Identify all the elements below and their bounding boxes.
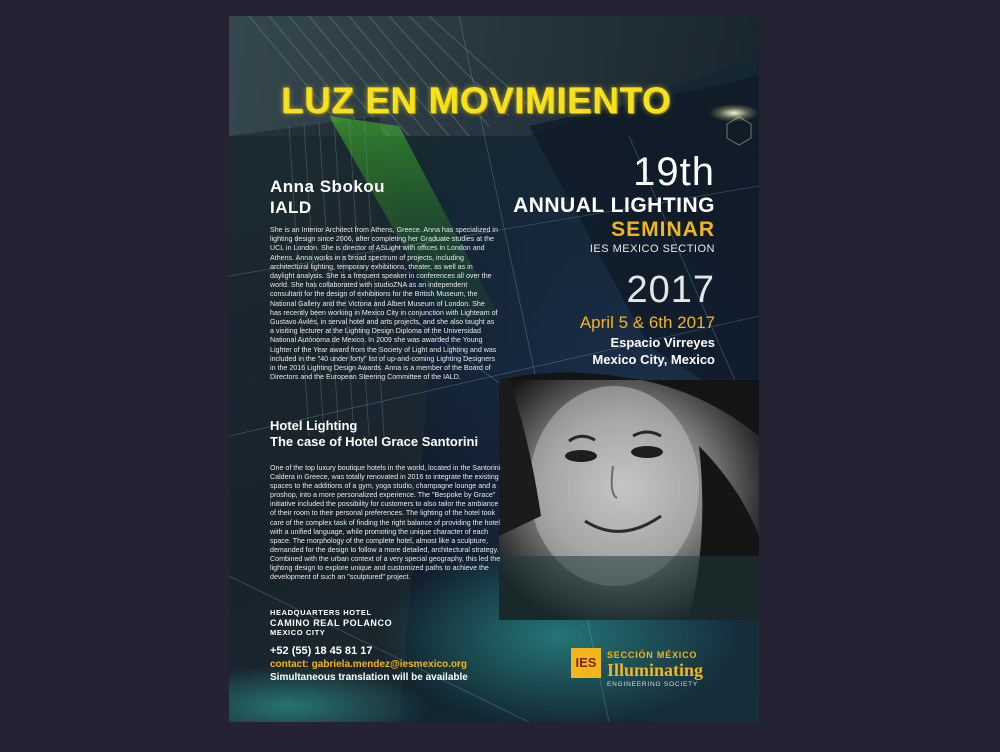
hq-hotel: CAMINO REAL POLANCO	[270, 618, 393, 628]
seminar-section: IES MEXICO SECTION	[589, 243, 715, 255]
translation-note: Simultaneous translation will be available	[270, 672, 468, 683]
talk-section	[270, 418, 505, 582]
contact-block	[270, 644, 468, 684]
headquarters-block	[270, 608, 392, 638]
speaker-section	[270, 176, 505, 382]
seminar-annual: ANNUAL LIGHTING	[513, 194, 715, 217]
event-year: 2017	[626, 269, 715, 311]
seminar-ordinal: 19th	[633, 150, 715, 194]
ies-logo	[571, 646, 726, 692]
logo-name: Illuminating	[607, 660, 704, 680]
event-city: Mexico City, Mexico	[592, 352, 715, 367]
event-details	[580, 268, 715, 368]
talk-title-line1: Hotel Lighting	[270, 418, 358, 433]
logo-section: SECCIÓN MÉXICO	[607, 650, 698, 660]
speaker-portrait-photo	[499, 372, 759, 620]
speaker-bio: She is an Interior Architect from Athens, Greece. Anna has specialized in lighting design since 2006, after completing her Graduate studies at the UCL in London. She is director of ASLight with offices in London and Athens. Anna works in a broad spectrum of projects, including architectural lighting, temporary exhibitions, theater, as well as in daylight analysis. She is a frequent speaker in conferences all over the world. She has collaborated with studioZNA as an independent consultant for the design of exhibitions for the British Museum, the National Gallery and the Victoria and Albert Museum of London. She has recently been working in Mexico City in conjunction with Lighteam of Gustavo Avilés, in serval hotel and arts projects, and she also taught as a visiting lecturer at the Lighting Design Diploma of the Universidad National Autónoma de Mexico. In 2009 she was awarded the Young Lighter of the Year award from the Society of Light and Lighting and was included in the "40 under forty" list of up-and-coming Lighting Designers in the 2016 Lighting Design Awards. Anna is a member of the Board of Directors and the European Steering Committee of the IALD.	[270, 226, 498, 382]
seminar-heading	[513, 150, 715, 256]
seminar-label: SEMINAR	[611, 218, 715, 241]
speaker-name: Anna Sbokou	[270, 177, 386, 196]
talk-abstract: One of the top luxury boutique hotels in the world, located in the Santorini Caldera in Greece, was totally renovated in 2016 to integrate the existing spaces to the additions of a gym, yoga studio, champagne lounge and a proshop, into a more personalized experience. The "Bespoke by Grace" initiative included the possibility for customers to also tailor the ambiance of their room to their personal preferences. The lighting of the hotel took care of the complex task of finding the right balance of providing the hotel with a unified language, while promoting the unique character of each space. The morphology of the complete hotel, almost like a sculpture, demanded for the design to follow a more detailed, architectural strategy. Combined with the urban context of a very special geography, this led the lighting design to explore unique and customized paths to achieve the development of such an "sculptured" project.	[270, 464, 501, 582]
talk-title-line2: The case of Hotel Grace Santorini	[270, 434, 479, 449]
hq-city: MEXICO CITY	[270, 628, 326, 637]
contact-email: contact: gabriela.mendez@iesmexico.org	[270, 659, 468, 670]
event-venue: Espacio Virreyes	[610, 335, 715, 350]
event-poster	[229, 16, 759, 722]
speaker-affiliation: IALD	[270, 198, 312, 217]
hq-label: HEADQUARTERS HOTEL	[270, 608, 372, 617]
event-dates: April 5 & 6th 2017	[579, 313, 715, 332]
contact-phone: +52 (55) 18 45 81 17	[270, 645, 373, 657]
logo-subtitle: ENGINEERING SOCIETY	[607, 681, 699, 688]
poster-title: LUZ EN MOVIMIENTO	[281, 80, 672, 121]
ies-mark-icon: IES	[571, 648, 601, 678]
